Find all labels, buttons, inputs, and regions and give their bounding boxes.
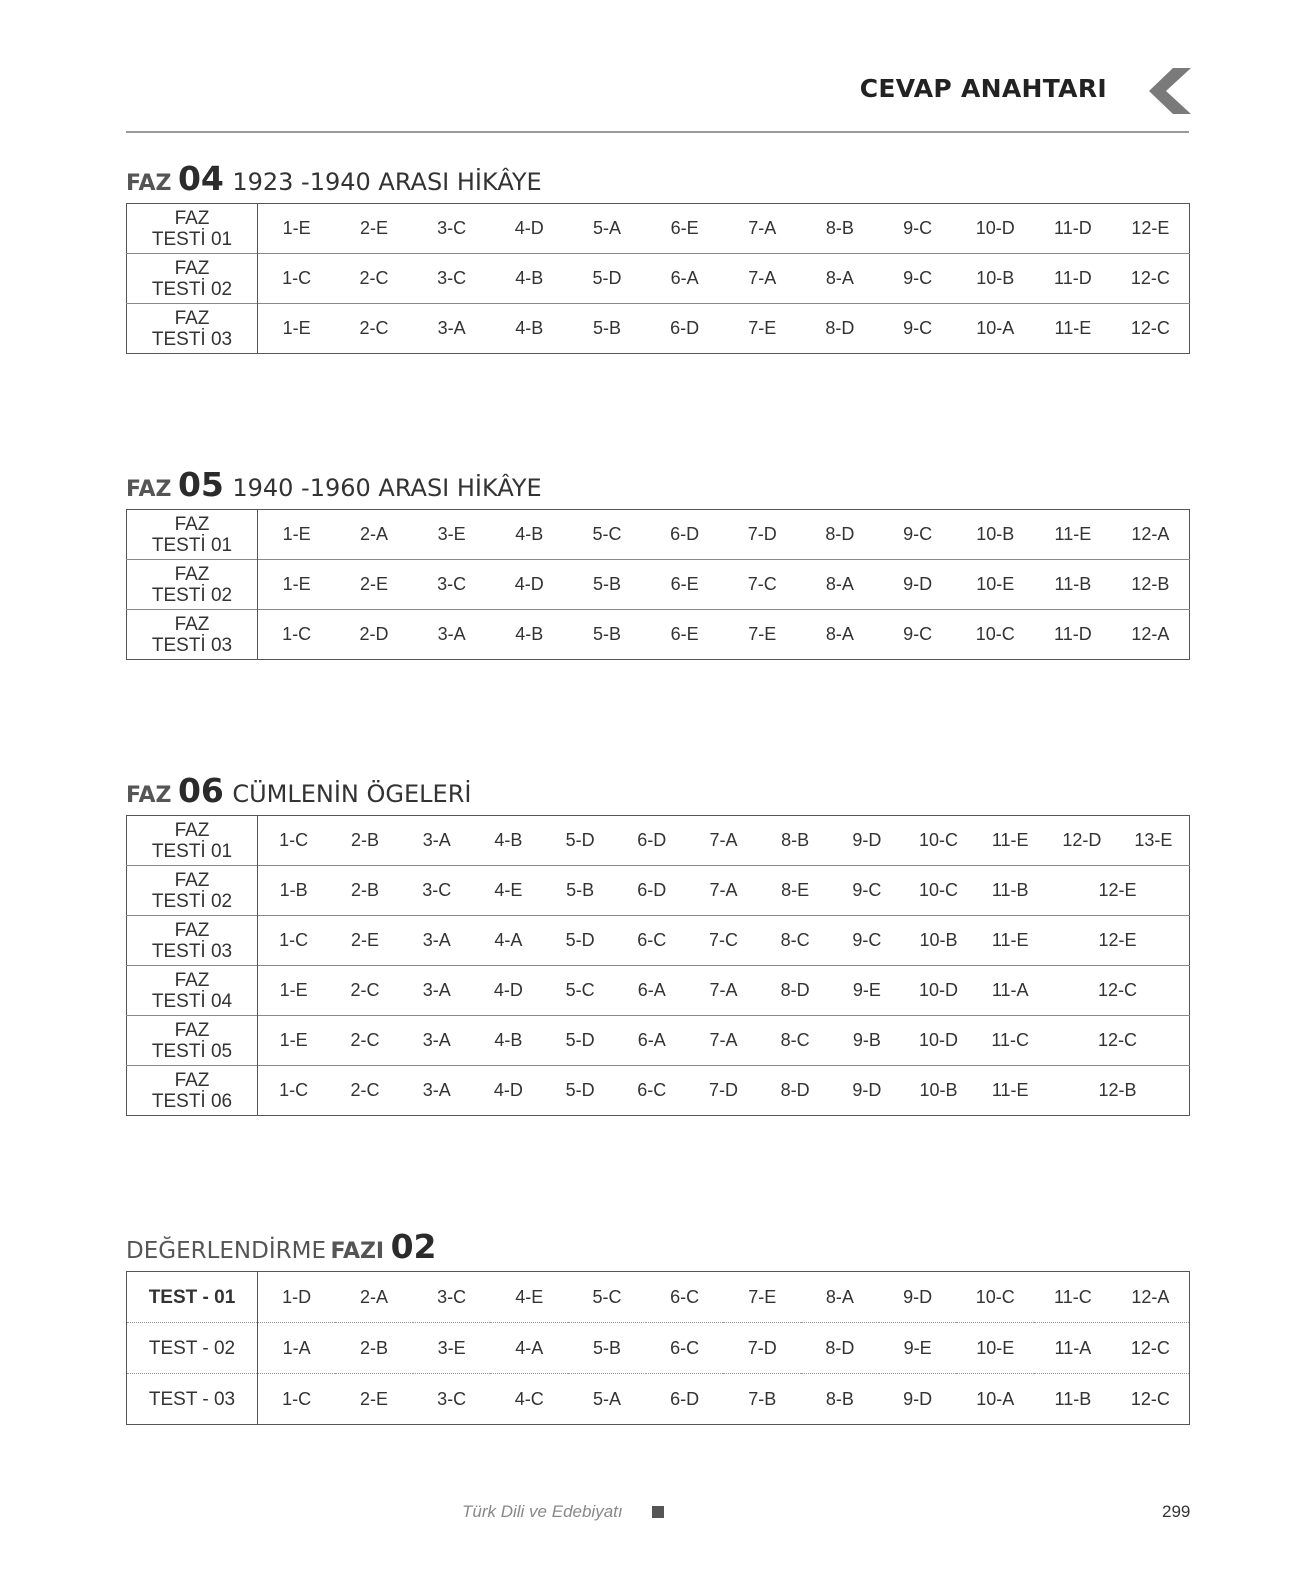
answer-cell: 7-A: [688, 1016, 760, 1066]
row-label: [127, 560, 258, 610]
answer-cell: 2-C: [329, 966, 401, 1016]
row-label: TEST - 01: [127, 1272, 258, 1323]
table-row: [127, 1374, 1190, 1425]
answer-cell: 12-A: [1112, 610, 1190, 660]
answer-cell: 2-C: [329, 1066, 401, 1116]
answer-cell: 2-B: [335, 1323, 413, 1374]
answer-cell: 6-A: [616, 1016, 688, 1066]
section-heading: [126, 464, 1190, 506]
answer-cell: 8-C: [759, 916, 831, 966]
answer-cell: 7-D: [747, 524, 777, 544]
table-row: [127, 816, 1190, 866]
answer-cell: 3-C: [413, 254, 491, 304]
row-label-line: FAZ: [174, 919, 210, 941]
evaluation-table: [126, 1271, 1190, 1425]
answer-cell: 9-C: [903, 524, 933, 544]
answer-key-table: [126, 203, 1190, 354]
answer-cell: 9-C: [879, 304, 957, 354]
answer-cell: 8-A: [801, 610, 879, 660]
row-label-line: FAZ: [174, 819, 210, 841]
answer-cell: 3-A: [401, 916, 473, 966]
answer-cell: 3-C: [437, 1286, 467, 1307]
answer-key-table: [126, 815, 1190, 1116]
answer-cell: 7-A: [709, 830, 738, 850]
answer-cell: 3-C: [401, 866, 473, 916]
row-label-line: TESTİ 03: [151, 940, 233, 962]
answer-cell: 5-C: [544, 966, 616, 1016]
answer-cell: 1-C: [258, 254, 336, 304]
answer-cell: 5-B: [568, 1323, 646, 1374]
answer-key-table: [126, 509, 1190, 660]
answer-cell: 11-E: [1054, 524, 1092, 544]
row-label: [127, 304, 258, 354]
answer-cell: 5-A: [592, 218, 621, 238]
answer-cell: 3-A: [413, 610, 491, 660]
table-row: [127, 610, 1190, 660]
answer-cell: 2-E: [335, 560, 413, 610]
answer-cell: 8-D: [801, 304, 879, 354]
answer-cell: 8-D: [759, 966, 831, 1016]
answer-cell: 11-E: [1034, 304, 1112, 354]
faz-label: FAZI: [330, 1239, 385, 1264]
answer-cell: 4-B: [494, 830, 523, 850]
answer-cell: 9-C: [831, 916, 903, 966]
answer-cell: 10-D: [975, 218, 1015, 238]
answer-cell: 10-A: [956, 304, 1034, 354]
row-label-line: FAZ: [174, 869, 210, 891]
answer-cell: 7-A: [748, 218, 777, 238]
answer-cell: 2-D: [335, 610, 413, 660]
row-label-line: FAZ: [174, 1069, 210, 1091]
answer-cell: 11-D: [1034, 610, 1112, 660]
answer-cell: 6-D: [646, 1374, 724, 1425]
answer-cell: 11-B: [1034, 1374, 1112, 1425]
answer-cell: 11-A: [974, 966, 1046, 1016]
answer-cell: 8-E: [759, 866, 831, 916]
row-label: [127, 204, 258, 254]
answer-cell: 5-D: [544, 1066, 616, 1116]
evaluation-prefix: DEĞERLENDİRME: [126, 1238, 326, 1264]
table-row: [127, 1272, 1190, 1323]
answer-cell: 8-D: [759, 1066, 831, 1116]
answer-cell: 6-C: [646, 1323, 724, 1374]
answer-cell: 6-D: [670, 524, 700, 544]
answer-cell: 2-C: [335, 254, 413, 304]
answer-cell: 6-D: [616, 866, 688, 916]
answer-cell: 4-B: [490, 610, 568, 660]
answer-cell: 12-D: [1062, 830, 1102, 850]
answer-cell: 4-B: [490, 254, 568, 304]
answer-cell: 9-B: [831, 1016, 903, 1066]
answer-cell: 6-C: [670, 1286, 700, 1307]
answer-cell: 9-C: [879, 254, 957, 304]
row-label-line: TESTİ 02: [151, 890, 233, 912]
answer-cell: 8-C: [759, 1016, 831, 1066]
answer-cell: 11-C: [1054, 1286, 1092, 1307]
answer-cell: 6-E: [646, 610, 724, 660]
table-row: [127, 1016, 1190, 1066]
answer-cell: 1-E: [258, 560, 336, 610]
answer-cell: 5-C: [592, 524, 622, 544]
answer-cell: 8-A: [801, 254, 879, 304]
answer-cell: 4-E: [473, 866, 545, 916]
evaluation-section: [126, 1226, 1190, 1425]
answer-cell: 4-C: [490, 1374, 568, 1425]
answer-cell: 10-B: [903, 1066, 975, 1116]
answer-cell: 10-B: [956, 254, 1034, 304]
answer-cell: 2-B: [351, 830, 380, 850]
answer-cell: 8-B: [825, 218, 854, 238]
row-label-line: FAZ: [174, 1019, 210, 1041]
faz-label: FAZ: [126, 171, 172, 196]
answer-cell: 3-E: [437, 524, 466, 544]
faz-06-section: [126, 770, 1190, 1116]
answer-cell: 9-D: [903, 1286, 933, 1307]
row-label-line: TESTİ 02: [151, 584, 233, 606]
row-label: [127, 1016, 258, 1066]
answer-cell: 11-D: [1054, 218, 1092, 238]
row-label-line: TESTİ 06: [151, 1090, 233, 1112]
answer-cell: 10-C: [903, 866, 975, 916]
faz-label: FAZ: [126, 783, 172, 808]
answer-cell: 3-E: [413, 1323, 491, 1374]
answer-cell: 10-B: [903, 916, 975, 966]
row-label: [127, 916, 258, 966]
table-row: [127, 304, 1190, 354]
answer-cell: 1-A: [258, 1323, 336, 1374]
answer-cell: 13-E: [1134, 830, 1173, 850]
row-label-line: FAZ: [174, 969, 210, 991]
answer-cell: 9-E: [831, 966, 903, 1016]
answer-cell: 12-B: [1112, 560, 1190, 610]
table-row: [127, 966, 1190, 1016]
row-label: TEST - 03: [127, 1374, 258, 1425]
chevron-left-icon: [1147, 68, 1191, 114]
answer-cell: 12-C: [1112, 254, 1190, 304]
faz-05-section: [126, 464, 1190, 660]
answer-cell: 11-E: [974, 916, 1046, 966]
answer-cell: 5-A: [568, 1374, 646, 1425]
answer-cell: 11-C: [974, 1016, 1046, 1066]
answer-cell: 1-E: [258, 1016, 330, 1066]
answer-cell: 8-D: [801, 1323, 879, 1374]
answer-cell: 2-E: [359, 218, 388, 238]
answer-cell: 9-D: [831, 1066, 903, 1116]
answer-cell: 4-D: [473, 966, 545, 1016]
answer-cell: 5-B: [544, 866, 616, 916]
table-row: [127, 1066, 1190, 1116]
answer-cell: 2-B: [329, 866, 401, 916]
answer-cell: 4-D: [514, 218, 544, 238]
answer-cell: 9-D: [852, 830, 882, 850]
row-label-line: FAZ: [174, 563, 210, 585]
row-label-line: FAZ: [174, 207, 210, 229]
answer-cell: 12-C: [1046, 1016, 1189, 1066]
answer-cell: 10-B: [976, 524, 1015, 544]
answer-cell: 9-D: [879, 560, 957, 610]
answer-cell: 4-B: [515, 524, 544, 544]
answer-cell: 3-A: [401, 1016, 473, 1066]
answer-cell: 9-C: [903, 218, 933, 238]
answer-cell: 6-C: [616, 1066, 688, 1116]
answer-cell: 12-C: [1112, 1323, 1190, 1374]
row-label-line: FAZ: [174, 513, 210, 535]
answer-cell: 1-C: [258, 1066, 330, 1116]
answer-cell: 9-D: [879, 1374, 957, 1425]
answer-cell: 1-C: [279, 830, 309, 850]
row-label: [127, 1066, 258, 1116]
answer-cell: 7-A: [688, 866, 760, 916]
section-heading: [126, 770, 1190, 812]
answer-cell: 4-D: [490, 560, 568, 610]
section-heading: [126, 158, 1190, 200]
answer-cell: 1-E: [258, 304, 336, 354]
answer-cell: 2-C: [329, 1016, 401, 1066]
answer-cell: 7-D: [688, 1066, 760, 1116]
table-row: [127, 866, 1190, 916]
page-header-title: CEVAP ANAHTARI: [859, 74, 1107, 103]
answer-cell: 7-C: [688, 916, 760, 966]
row-label-line: TESTİ 03: [151, 328, 233, 350]
answer-cell: 4-A: [473, 916, 545, 966]
answer-cell: 10-E: [956, 560, 1034, 610]
row-label-line: TESTİ 04: [151, 990, 233, 1012]
footer-book-title: Türk Dili ve Edebiyatı: [462, 1502, 623, 1521]
answer-cell: 10-D: [903, 966, 975, 1016]
answer-cell: 8-A: [825, 1286, 854, 1307]
answer-cell: 1-E: [282, 218, 311, 238]
table-row: [127, 254, 1190, 304]
answer-cell: 7-A: [688, 966, 760, 1016]
answer-cell: 11-B: [1034, 560, 1112, 610]
table-row: [127, 560, 1190, 610]
answer-cell: 10-C: [956, 610, 1034, 660]
answer-cell: 5-C: [592, 1286, 622, 1307]
answer-cell: 5-B: [568, 610, 646, 660]
answer-cell: 2-A: [359, 524, 388, 544]
answer-cell: 5-B: [568, 304, 646, 354]
answer-cell: 10-A: [956, 1374, 1034, 1425]
row-label: [127, 254, 258, 304]
row-label: TEST - 02: [127, 1323, 258, 1374]
row-label: [127, 966, 258, 1016]
page-number: 299: [1162, 1502, 1191, 1521]
answer-cell: 6-E: [670, 218, 699, 238]
answer-cell: 4-B: [490, 304, 568, 354]
answer-cell: 7-C: [723, 560, 801, 610]
section-title: CÜMLENİN ÖGELERİ: [232, 780, 472, 808]
row-label: [127, 866, 258, 916]
answer-cell: 2-E: [335, 1374, 413, 1425]
answer-cell: 12-E: [1046, 866, 1189, 916]
row-label: [127, 510, 258, 560]
section-title: 1923 -1940 ARASI HİKÂYE: [232, 168, 542, 196]
answer-cell: 3-C: [413, 1374, 491, 1425]
answer-cell: 3-C: [437, 218, 467, 238]
answer-cell: 3-C: [413, 560, 491, 610]
answer-cell: 10-D: [903, 1016, 975, 1066]
row-label-line: FAZ: [174, 257, 210, 279]
answer-cell: 1-C: [258, 1374, 336, 1425]
faz-number: 04: [177, 159, 224, 198]
answer-cell: 1-D: [282, 1286, 312, 1307]
row-label-line: TESTİ 01: [151, 534, 233, 556]
answer-cell: 4-E: [515, 1286, 544, 1307]
answer-cell: 6-D: [646, 304, 724, 354]
faz-label: FAZ: [126, 477, 172, 502]
answer-cell: 7-E: [723, 304, 801, 354]
answer-cell: 5-D: [568, 254, 646, 304]
answer-cell: 1-E: [258, 966, 330, 1016]
table-row: [127, 1323, 1190, 1374]
answer-cell: 5-D: [544, 1016, 616, 1066]
row-label-line: FAZ: [174, 307, 210, 329]
answer-cell: 3-A: [401, 966, 473, 1016]
answer-cell: 8-B: [781, 830, 810, 850]
faz-04-section: [126, 158, 1190, 354]
answer-cell: 8-A: [801, 560, 879, 610]
answer-cell: 7-B: [723, 1374, 801, 1425]
faz-number: 02: [390, 1227, 437, 1266]
answer-cell: 5-B: [568, 560, 646, 610]
answer-cell: 10-E: [956, 1323, 1034, 1374]
answer-cell: 12-A: [1131, 1286, 1170, 1307]
answer-cell: 1-E: [282, 524, 311, 544]
header-divider: [126, 131, 1189, 133]
answer-cell: 5-D: [565, 830, 595, 850]
answer-cell: 12-A: [1131, 524, 1170, 544]
answer-cell: 12-C: [1112, 1374, 1190, 1425]
answer-cell: 11-A: [1034, 1323, 1112, 1374]
faz-number: 05: [177, 465, 224, 504]
answer-cell: 6-D: [637, 830, 667, 850]
answer-cell: 2-C: [335, 304, 413, 354]
answer-cell: 6-E: [646, 560, 724, 610]
answer-cell: 1-C: [258, 916, 330, 966]
answer-cell: 1-C: [258, 610, 336, 660]
row-label: [127, 610, 258, 660]
answer-cell: 11-E: [991, 830, 1029, 850]
answer-cell: 4-A: [490, 1323, 568, 1374]
answer-cell: 7-A: [723, 254, 801, 304]
row-label: [127, 816, 258, 866]
row-label-line: TESTİ 05: [151, 1040, 233, 1062]
row-label-line: FAZ: [174, 613, 210, 635]
answer-cell: 12-C: [1112, 304, 1190, 354]
section-heading: [126, 1226, 1190, 1268]
answer-cell: 2-E: [329, 916, 401, 966]
footer-square-icon: [652, 1506, 664, 1518]
answer-cell: 9-E: [879, 1323, 957, 1374]
answer-cell: 5-D: [544, 916, 616, 966]
faz-number: 06: [177, 771, 224, 810]
answer-cell: 12-B: [1046, 1066, 1189, 1116]
row-label-line: TESTİ 03: [151, 634, 233, 656]
answer-cell: 3-A: [401, 1066, 473, 1116]
answer-cell: 8-B: [801, 1374, 879, 1425]
answer-cell: 3-A: [422, 830, 451, 850]
answer-cell: 6-C: [616, 916, 688, 966]
answer-cell: 12-E: [1131, 218, 1170, 238]
answer-cell: 8-D: [825, 524, 855, 544]
answer-cell: 9-C: [879, 610, 957, 660]
answer-cell: 1-B: [258, 866, 330, 916]
table-row: [127, 916, 1190, 966]
section-title: 1940 -1960 ARASI HİKÂYE: [232, 474, 542, 502]
answer-cell: 4-D: [473, 1066, 545, 1116]
answer-cell: 10-C: [919, 830, 959, 850]
answer-cell: 7-D: [723, 1323, 801, 1374]
row-label-line: TESTİ 01: [151, 228, 233, 250]
answer-cell: 2-A: [359, 1286, 388, 1307]
row-label-line: TESTİ 01: [151, 840, 233, 862]
table-row: [127, 510, 1190, 560]
answer-cell: 7-E: [723, 610, 801, 660]
answer-cell: 9-C: [831, 866, 903, 916]
answer-cell: 11-B: [974, 866, 1046, 916]
answer-cell: 6-A: [646, 254, 724, 304]
answer-cell: 6-A: [616, 966, 688, 1016]
answer-cell: 10-C: [975, 1286, 1015, 1307]
table-row: [127, 204, 1190, 254]
answer-cell: 3-A: [413, 304, 491, 354]
answer-cell: 12-E: [1046, 916, 1189, 966]
answer-cell: 11-D: [1034, 254, 1112, 304]
answer-cell: 11-E: [974, 1066, 1046, 1116]
answer-cell: 7-E: [748, 1286, 777, 1307]
answer-cell: 4-B: [473, 1016, 545, 1066]
answer-cell: 12-C: [1046, 966, 1189, 1016]
row-label-line: TESTİ 02: [151, 278, 233, 300]
